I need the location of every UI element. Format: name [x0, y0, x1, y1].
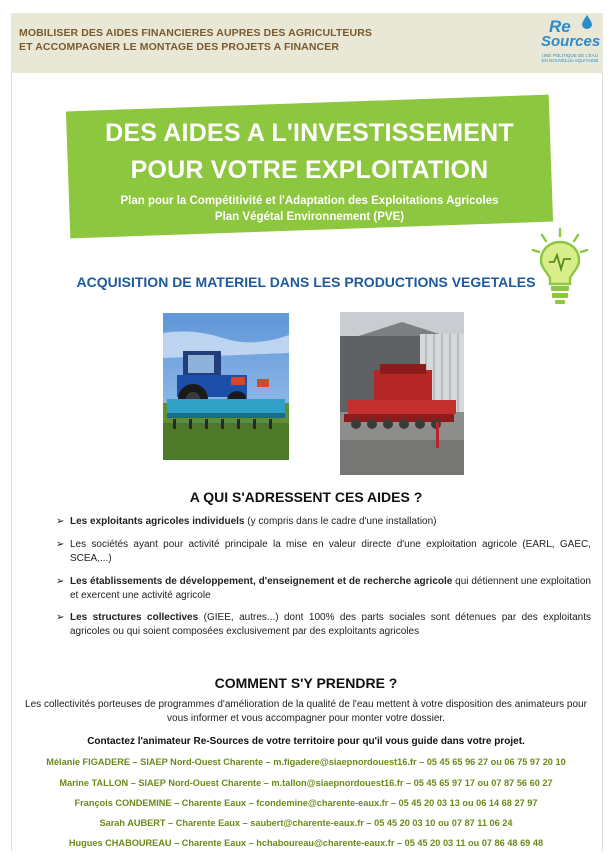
- header-band: [11, 13, 603, 73]
- left-border: [11, 73, 12, 851]
- tractor-photo: [163, 313, 289, 460]
- resources-logo: [539, 15, 599, 71]
- acquisition-title: ACQUISITION DE MATERIEL DANS LES PRODUCTIONS VEGETALES: [76, 274, 536, 290]
- logo-text-re: Re: [549, 17, 571, 36]
- right-border: [602, 73, 603, 851]
- header-line-2: ET ACCOMPAGNER LE MONTAGE DES PROJETS A FINANCER: [19, 41, 340, 53]
- contact-line: Mélanie FIGADERE – SIAEP Nord-Ouest Charente – m.figadere@siaepnordouest16.fr – 05 45 65 96 27 ou 06 75 97 20 10: [46, 757, 566, 767]
- logo-text-sources: Sources: [541, 33, 601, 50]
- item-text: qui détiennent une exploitation et exercent une activité agricole: [70, 576, 591, 601]
- banner-title-2: POUR VOTRE EXPLOITATION: [130, 156, 489, 184]
- header-line-1: MOBILISER DES AIDES FINANCIERES AUPRES DES AGRICULTEURS: [19, 27, 373, 39]
- banner-subtitle-2: Plan Végétal Environnement (PVE): [214, 211, 405, 223]
- item-bold: Les exploitants agricoles individuels: [70, 516, 245, 527]
- contact-line: Hugues CHABOUREAU – Charente Eaux – hchaboureau@charente-eaux.fr – 05 45 20 03 11 ou 07 86 48 69 48: [68, 838, 544, 848]
- arrow-bullet-icon: ➢: [56, 539, 65, 550]
- contact-line: François CONDEMINE – Charente Eaux – fcondemine@charente-eaux.fr – 05 45 20 03 13 ou 06 14 68 27 97: [74, 798, 538, 808]
- contact-line: Marine TALLON – SIAEP Nord-Ouest Charente – m.tallon@siaepnordouest16.fr – 05 45 65 97 17 ou 07 87 56 60 27: [59, 778, 553, 788]
- water-drop-icon: [582, 15, 592, 29]
- item-bold: Les structures collectives: [70, 612, 199, 623]
- logo-tagline: UNE POLITIQUE DE L'EAU EN NOUVELLE-AQUITAINE: [541, 53, 599, 63]
- arrow-bullet-icon: ➢: [56, 612, 65, 623]
- banner-subtitle-1: Plan pour la Compétitivité et l'Adaptation des Exploitations Agricoles: [120, 195, 499, 207]
- title-banner-text: [68, 103, 551, 230]
- how-title: COMMENT S'Y PRENDRE ?: [214, 675, 398, 691]
- arrow-bullet-icon: ➢: [56, 516, 65, 527]
- arrow-bullet-icon: ➢: [56, 576, 65, 587]
- contact-intro: Contactez l'animateur Re-Sources de votre territoire pour qu'il vous guide dans votre projet.: [87, 736, 525, 747]
- how-paragraph: Les collectivités porteuses de programmes d'amélioration de la qualité de l'eau mettent à votre disposition des animateurs pour vous informer et vous accompagner pour monter votre dossier.: [25, 699, 587, 724]
- seed-drill-photo: [340, 312, 464, 475]
- item-text: (y compris dans le cadre d'une installation): [244, 516, 437, 527]
- item-text: (GIEE, autres...) dont 100% des parts sociales sont détenues par des exploitants agricoles ou qui soient composées exclusivement par des exploitants agricoles: [70, 612, 591, 637]
- contact-line: Sarah AUBERT – Charente Eaux – saubert@charente-eaux.fr – 05 45 20 03 10 ou 07 87 11 06 24: [99, 818, 513, 828]
- banner-title-1: DES AIDES A L'INVESTISSEMENT: [105, 119, 514, 147]
- lightbulb-icon: [530, 226, 590, 306]
- item-text: Les sociétés ayant pour activité principale la mise en valeur directe d'une exploitation agricole (EARL, GAEC, SCEA,...): [70, 539, 591, 564]
- who-title: A QUI S'ADRESSENT CES AIDES ?: [189, 489, 423, 505]
- item-bold: Les établissements de développement, d'enseignement et de recherche agricole: [70, 576, 453, 587]
